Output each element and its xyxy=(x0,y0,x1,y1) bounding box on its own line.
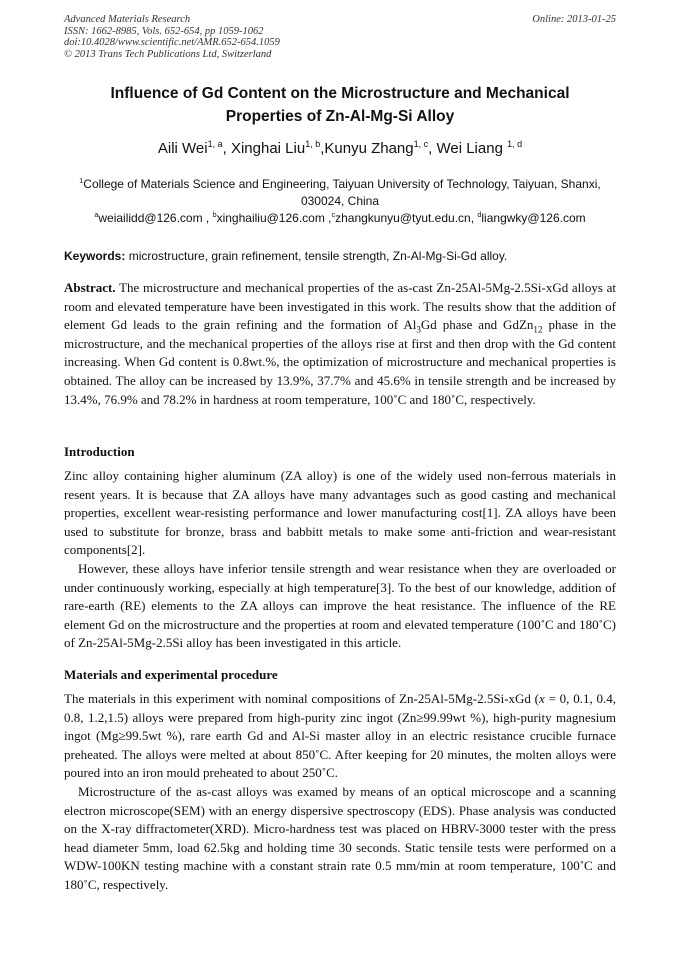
email-line xyxy=(64,210,616,227)
online-date: Online: 2013-01-25 xyxy=(532,14,616,25)
author-sep: , xyxy=(320,140,325,157)
abstract-sub-1: 3 xyxy=(416,324,421,335)
journal-name: Advanced Materials Research xyxy=(64,14,191,25)
author-sup: 1, c xyxy=(413,139,429,149)
email-sup: c xyxy=(331,210,336,219)
email-address: xinghailiu@126.com , xyxy=(216,211,332,225)
author-sep: , xyxy=(222,140,231,157)
author-sep: , xyxy=(428,140,437,157)
keywords xyxy=(64,248,616,264)
author-sup: 1, b xyxy=(305,139,321,149)
title-line-2: Properties of Zn-Al-Mg-Si Alloy xyxy=(225,108,455,125)
affiliation-line-2: 030024, China xyxy=(300,194,380,208)
abstract xyxy=(64,279,616,409)
abstract-sub-2: 12 xyxy=(533,324,543,335)
email-sup: a xyxy=(94,210,99,219)
email-sup: b xyxy=(212,210,217,219)
materials-paragraph-1 xyxy=(64,690,616,783)
introduction-paragraph-1: Zinc alloy containing higher aluminum (ZA alloy) is one of the widely used non-ferrous materials in resent years. It is because that ZA alloys have many advantages such as good casting and mechanical properties, excellent wear-resisting performance and lower manufacturing cost[1]. ZA alloys have been used to substitute for bronze, brass and babbitt metals to make some anti-friction and wear-resistant components[2]. xyxy=(64,468,616,558)
email-address: weiailidd@126.com , xyxy=(98,211,213,225)
affiliation-line-1 xyxy=(64,176,616,193)
abstract-text-1: The microstructure and mechanical properties of the as-cast Zn-25Al-5Mg-2.5Si-xGd alloys at room and elevated temperature have been investigated in this work. The results show that the addition of element Gd leads to the grain refining and the formation of Al xyxy=(64,280,616,333)
affiliation-sup: 1 xyxy=(79,176,84,185)
affiliation xyxy=(64,176,616,227)
doi-line: doi:10.4028/www.scientific.net/AMR.652-654.1059 xyxy=(64,37,280,48)
email-sup: d xyxy=(477,210,482,219)
author-sup: 1, d xyxy=(507,139,523,149)
materials-text-1a: The materials in this experiment with nominal compositions of Zn-25Al-5Mg-2.5Si-xGd ( xyxy=(64,691,540,706)
email-address: zhangkunyu@tyut.edu.cn, xyxy=(335,211,478,225)
abstract-text-3: phase in the microstructure, and the mechanical properties of the alloys rise at first and then drop with the Gd content increasing. When Gd content is 0.8wt.%, the optimization of microstructure and mechanical properties is obtained. The alloy can be increased by 13.9%, 37.7% and 45.6% in tensile strength and be increased by 13.4%, 76.9% and 78.2% in hardness at room temperature, 100˚C and 180˚C, respectively. xyxy=(64,317,616,407)
author-name: Wei Liang xyxy=(436,140,508,157)
abstract-label: Abstract. xyxy=(64,280,116,295)
materials-var-x: x xyxy=(539,691,545,706)
abstract-paragraph xyxy=(64,279,616,409)
copyright-line: © 2013 Trans Tech Publications Ltd, Switzerland xyxy=(64,48,272,60)
author-sup: 1, a xyxy=(207,139,223,149)
issn-line: ISSN: 1662-8985, Vols. 652-654, pp 1059-1062 xyxy=(64,25,264,37)
paper-title xyxy=(64,82,616,128)
author-name: Kunyu Zhang xyxy=(324,140,414,157)
keywords-label: Keywords: xyxy=(64,249,126,263)
keywords-text: microstructure, grain refinement, tensile strength, Zn-Al-Mg-Si-Gd alloy. xyxy=(125,249,508,263)
introduction-body xyxy=(64,467,616,653)
abstract-text-2: Gd phase and GdZn xyxy=(420,317,534,333)
affiliation-text-1: College of Materials Science and Engineering, Taiyuan University of Technology, Taiyuan, Shanxi, xyxy=(83,177,601,191)
materials-paragraph-2: Microstructure of the as-cast alloys was examed by means of an optical microscope and a scanning electron microscope(SEM) with an energy dispersive spectroscopy (EDS). Phase analysis was conducted on the X-ray diffractometer(XRD). Micro-hardness test was placed on HBRV-3000 tester with the press head diameter 5mm, load 62.5kg and holding time 30 seconds. Static tensile tests were performed on a WDW-100KN testing machine with a constant strain rate 0.5 mm/min at room temperature, 100˚C and 180˚C, respectively. xyxy=(64,783,616,892)
materials-text-1b: = 0, 0.1, 0.4, 0.8, 1.2,1.5) alloys were prepared from high-purity zinc ingot (Zn≥99.99wt %), high-purity magnesium ingot (Mg≥99.5wt %), rare earth Gd and Al-Si master alloy in an electric resistance crucible furnace preheated. The alloys were melted at about 850˚C. After keeping for 20 minutes, the molten alloys were poured into an iron mould preheated to about 250˚C. xyxy=(64,691,616,781)
author-name: Xinghai Liu xyxy=(230,140,306,157)
introduction-heading: Introduction xyxy=(64,444,135,459)
materials-body xyxy=(64,690,616,895)
journal-header xyxy=(64,14,616,60)
introduction-paragraph-2: However, these alloys have inferior tensile strength and wear resistance when they are overloaded or under continuously working, especially at high temperature[3]. To the best of our knowledge, addition of rare-earth (RE) elements to the ZA alloys can improve the heat resistance. The influence of the RE element Gd on the microstructure and the properties at room and elevated temperature (100˚C and 180˚C) of Zn-25Al-5Mg-2.5Si alloy has been investigated in this article. xyxy=(64,560,616,651)
author-name: Aili Wei xyxy=(157,140,208,157)
email-address: liangwky@126.com xyxy=(481,211,586,225)
title-line-1: Influence of Gd Content on the Microstructure and Mechanical xyxy=(110,85,570,102)
author-list xyxy=(64,139,616,159)
materials-heading: Materials and experimental procedure xyxy=(64,667,278,682)
